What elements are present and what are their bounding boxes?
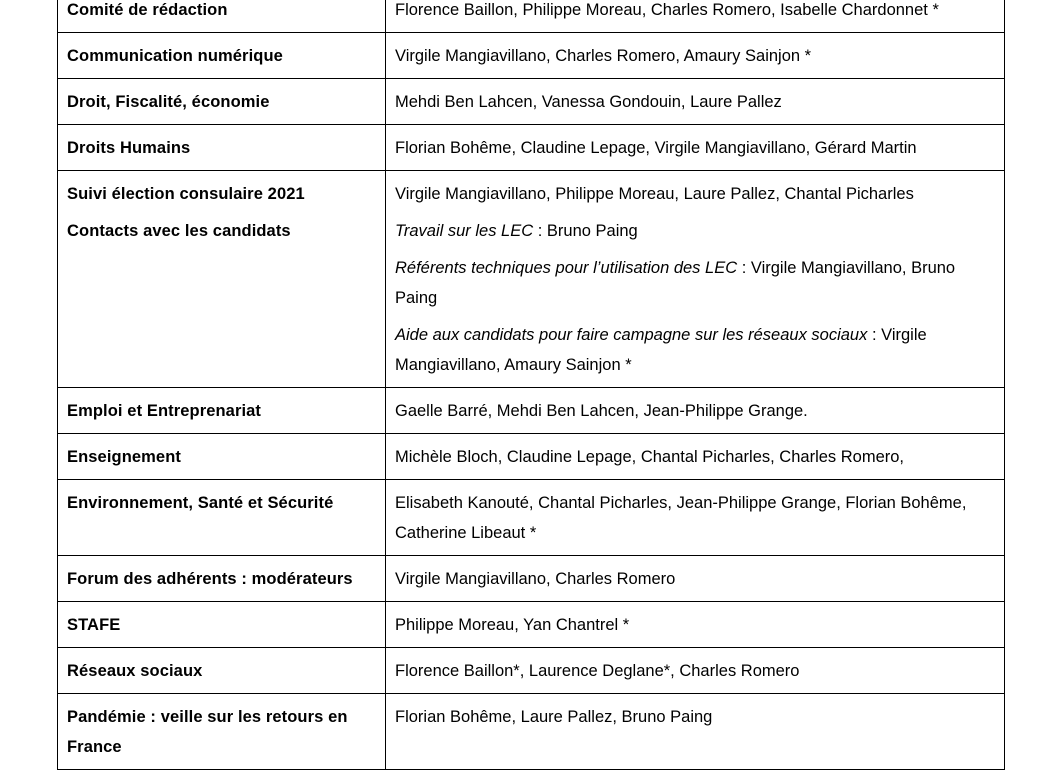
committee-name: Communication numérique — [58, 33, 386, 79]
table-row — [58, 0, 1005, 33]
spacer — [395, 209, 995, 216]
committee-name: STAFE — [58, 602, 386, 648]
table-row — [58, 388, 1005, 434]
committee-members: Florian Bohême, Claudine Lepage, Virgile Mangiavillano, Gérard Martin — [386, 125, 1005, 171]
committee-name: Pandémie : veille sur les retours en France — [58, 694, 386, 770]
committee-members: Philippe Moreau, Yan Chantrel * — [386, 602, 1005, 648]
subtask-line — [395, 320, 995, 380]
subtask-line — [395, 216, 995, 246]
committee-name: Comité de rédaction — [58, 0, 386, 33]
spacer — [395, 313, 995, 320]
committee-members: Mehdi Ben Lahcen, Vanessa Gondouin, Laure Pallez — [386, 79, 1005, 125]
committee-members: Florian Bohême, Laure Pallez, Bruno Paing — [386, 694, 1005, 770]
committee-members: Michèle Bloch, Claudine Lepage, Chantal Picharles, Charles Romero, — [386, 434, 1005, 480]
committee-members — [386, 171, 1005, 388]
subtask-separator: : — [737, 259, 751, 277]
subtask-line — [395, 253, 995, 313]
committee-members: Elisabeth Kanouté, Chantal Picharles, Jean-Philippe Grange, Florian Bohême, Catherine Libeaut * — [386, 480, 1005, 556]
committee-name: Réseaux sociaux — [58, 648, 386, 694]
table-row — [58, 125, 1005, 171]
committee-members: Florence Baillon, Philippe Moreau, Charles Romero, Isabelle Chardonnet * — [386, 0, 1005, 33]
spacer — [395, 246, 995, 253]
committee-name: Forum des adhérents : modérateurs — [58, 556, 386, 602]
committee-name: Emploi et Entreprenariat — [58, 388, 386, 434]
table-row — [58, 480, 1005, 556]
subtask-title: Travail sur les LEC — [395, 222, 534, 240]
committee-name: Droits Humains — [58, 125, 386, 171]
table-row — [58, 648, 1005, 694]
table-row — [58, 556, 1005, 602]
table-row — [58, 33, 1005, 79]
subtask-title: Référents techniques pour l’utilisation des LEC — [395, 259, 738, 277]
table-row — [58, 79, 1005, 125]
committee-name-line: Suivi élection consulaire 2021 — [67, 185, 305, 203]
committee-members: Virgile Mangiavillano, Charles Romero, Amaury Sainjon * — [386, 33, 1005, 79]
committee-members: Florence Baillon*, Laurence Deglane*, Charles Romero — [386, 648, 1005, 694]
subtask-names: Bruno Paing — [546, 222, 638, 240]
subtask-separator: : — [533, 222, 547, 240]
committee-name — [58, 171, 386, 388]
subtask-names: Virgile Mangiavillano, Bruno Paing — [395, 259, 956, 307]
committee-name: Enseignement — [58, 434, 386, 480]
table-row — [58, 434, 1005, 480]
committee-name: Environnement, Santé et Sécurité — [58, 480, 386, 556]
members-line: Virgile Mangiavillano, Philippe Moreau, Laure Pallez, Chantal Picharles — [395, 185, 914, 203]
table-row — [58, 694, 1005, 770]
table-row — [58, 171, 1005, 388]
subtask-separator: : — [867, 326, 882, 344]
spacer — [67, 209, 376, 216]
subtask-names: Virgile Mangiavillano, Amaury Sainjon * — [395, 326, 927, 374]
committee-name: Droit, Fiscalité, économie — [58, 79, 386, 125]
subtask-title: Aide aux candidats pour faire campagne sur les réseaux sociaux — [395, 326, 868, 344]
committee-name-line: Contacts avec les candidats — [67, 222, 291, 240]
committee-members: Virgile Mangiavillano, Charles Romero — [386, 556, 1005, 602]
table-row — [58, 602, 1005, 648]
committee-members: Gaelle Barré, Mehdi Ben Lahcen, Jean-Philippe Grange. — [386, 388, 1005, 434]
committee-table — [57, 0, 1005, 770]
